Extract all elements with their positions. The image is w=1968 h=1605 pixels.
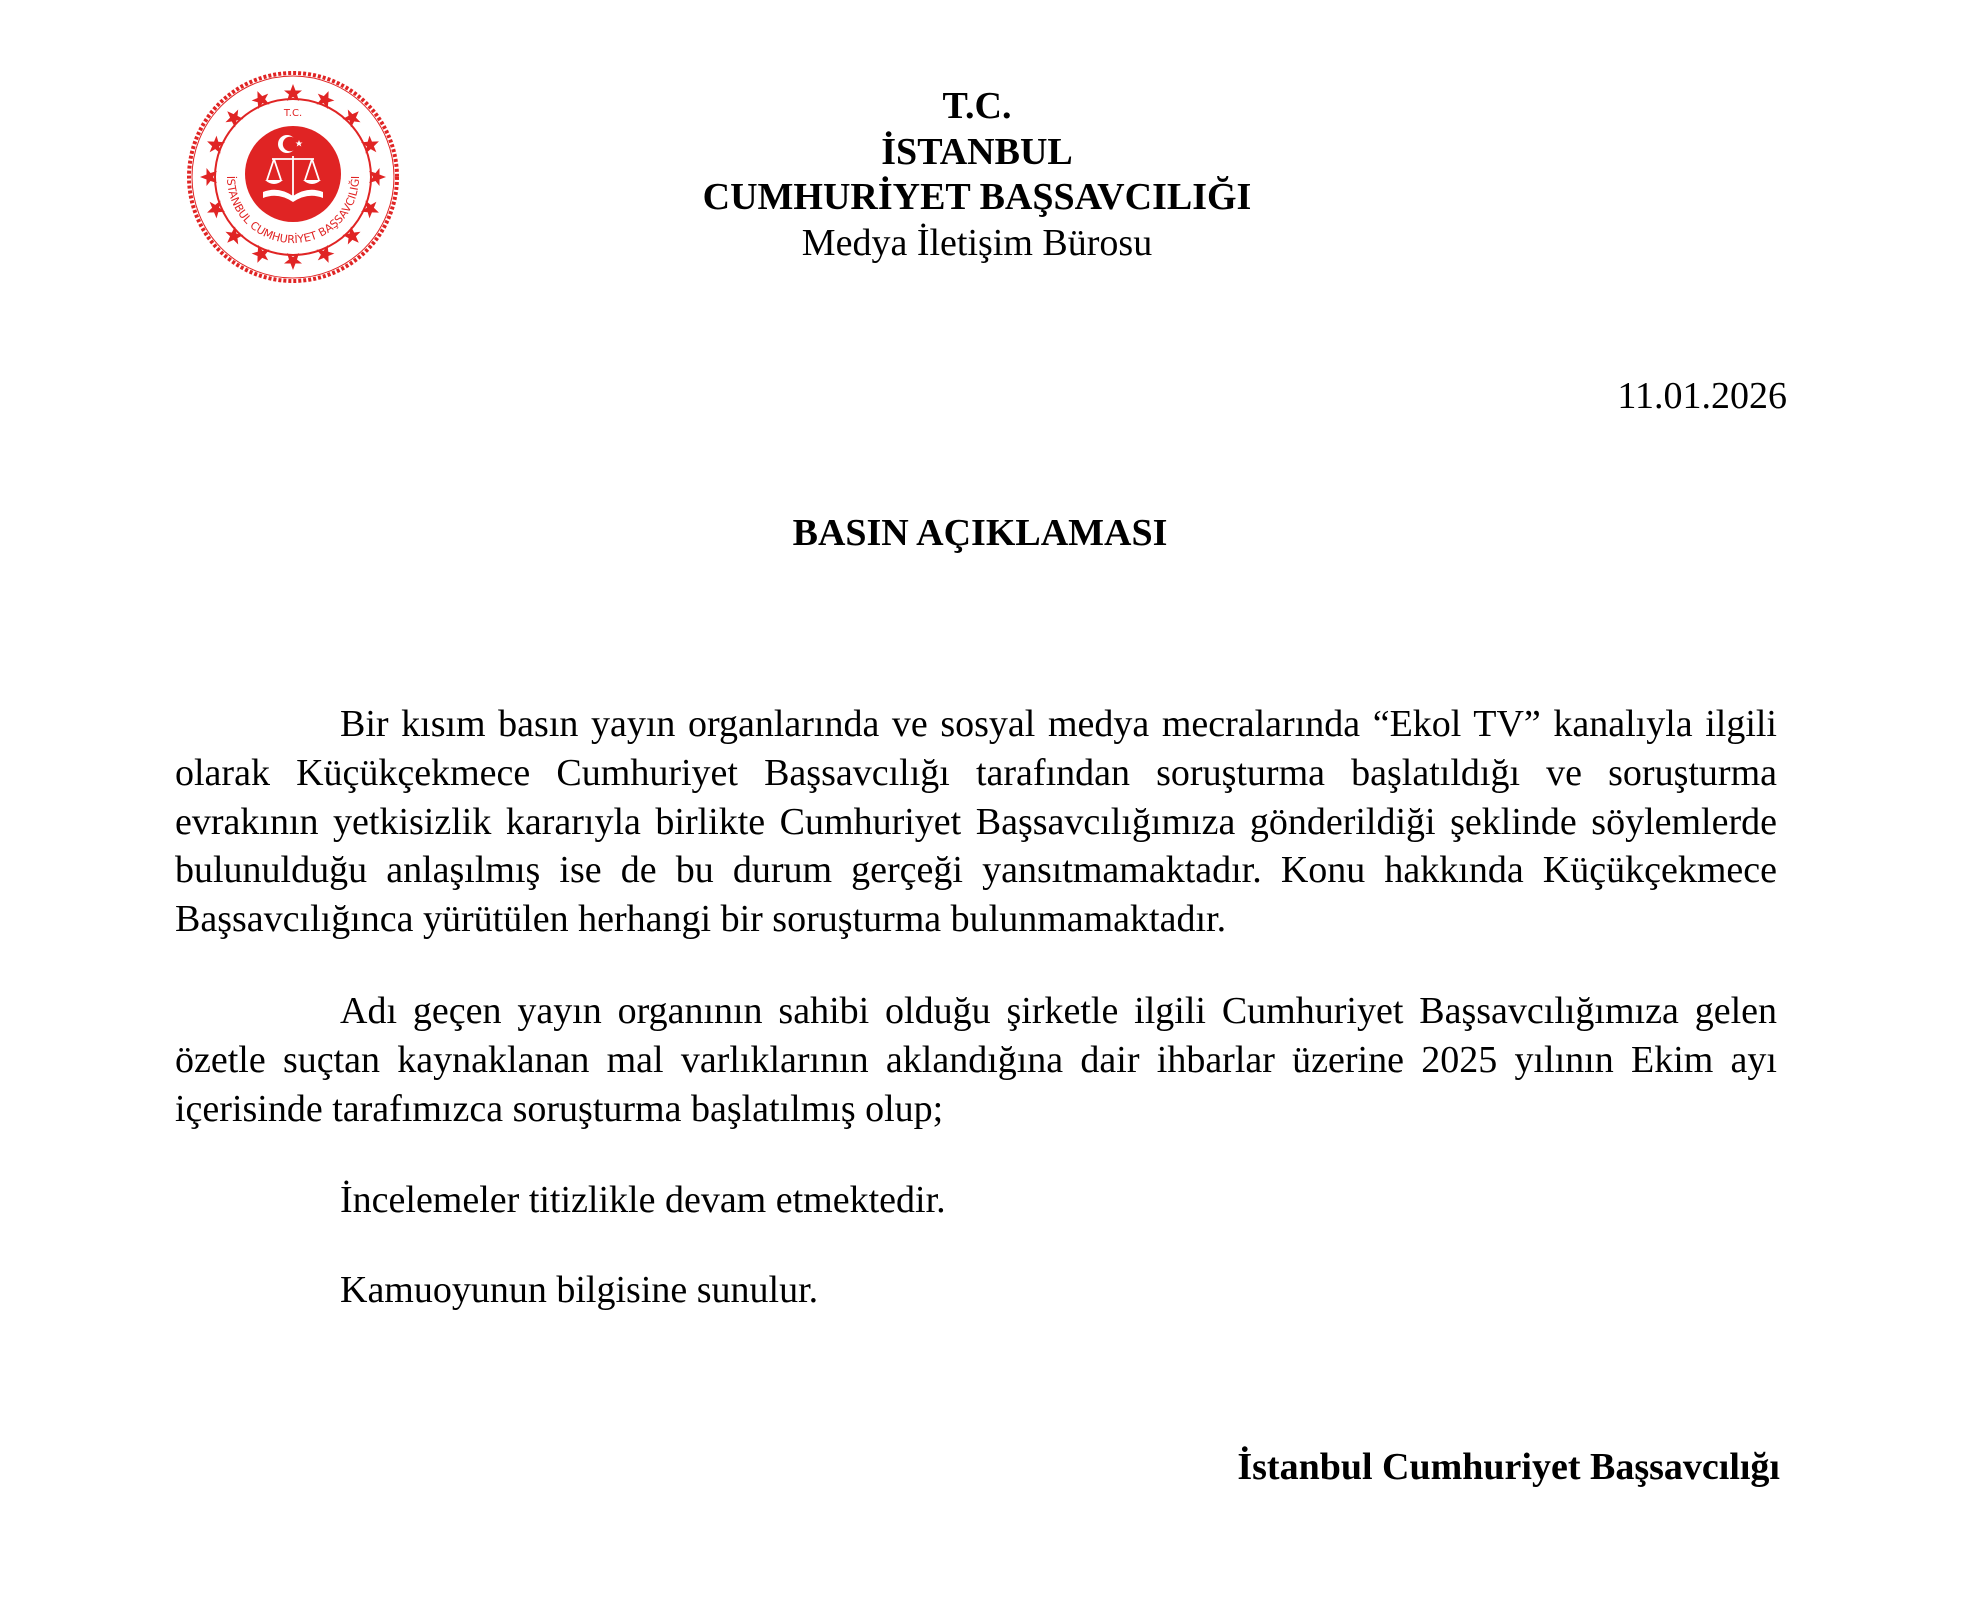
body-line-investigation: İncelemeler titizlikle devam etmektedir. <box>340 1179 946 1221</box>
letterhead-bureau: Medya İletişim Bürosu <box>801 222 1153 264</box>
body-paragraph-1: Bir kısım basın yayın organlarında ve sosyal medya mecralarında “Ekol TV” kanalıyla ilgili olarak Küçükçekmece Cumhuriyet Başsavcılığı tarafından soruşturma başlatıldığı ve soruşturma evrakının yetkisizlik kararıyla birlikte Cumhuriyet Başsavcılığımıza gönderildiği şeklinde söylemlerde bulunulduğu anlaşılmış ise de bu durum gerçeği yansıtmamaktadır. Konu hakkında Küçükçekmece Başsavcılığınca yürütülen herhangi bir soruşturma bulunmamaktadır. <box>175 703 1777 941</box>
letterhead-city: İSTANBUL <box>881 131 1073 173</box>
body-paragraph-2: Adı geçen yayın organının sahibi olduğu şirketle ilgili Cumhuriyet Başsavcılığımıza gelen özetle suçtan kaynaklanan mal varlıklarının aklandığına dair ihbarlar üzerine 2025 yılının Ekim ayı içerisinde tarafımızca soruşturma başlatılmış olup; <box>175 990 1777 1130</box>
letterhead-office: CUMHURİYET BAŞSAVCILIĞI <box>702 176 1252 218</box>
seal-ring-text: İSTANBUL CUMHURİYET BAŞSAVCILIĞI <box>223 175 363 247</box>
letterhead-tc: T.C. <box>942 85 1012 127</box>
page-title: BASIN AÇIKLAMASI <box>792 512 1168 554</box>
document-date: 11.01.2026 <box>1617 375 1787 417</box>
signature: İstanbul Cumhuriyet Başsavcılığı <box>1237 1446 1780 1488</box>
seal-tc-text: T.C. <box>283 108 303 119</box>
body-line-closing: Kamuoyunun bilgisine sunulur. <box>340 1269 819 1311</box>
